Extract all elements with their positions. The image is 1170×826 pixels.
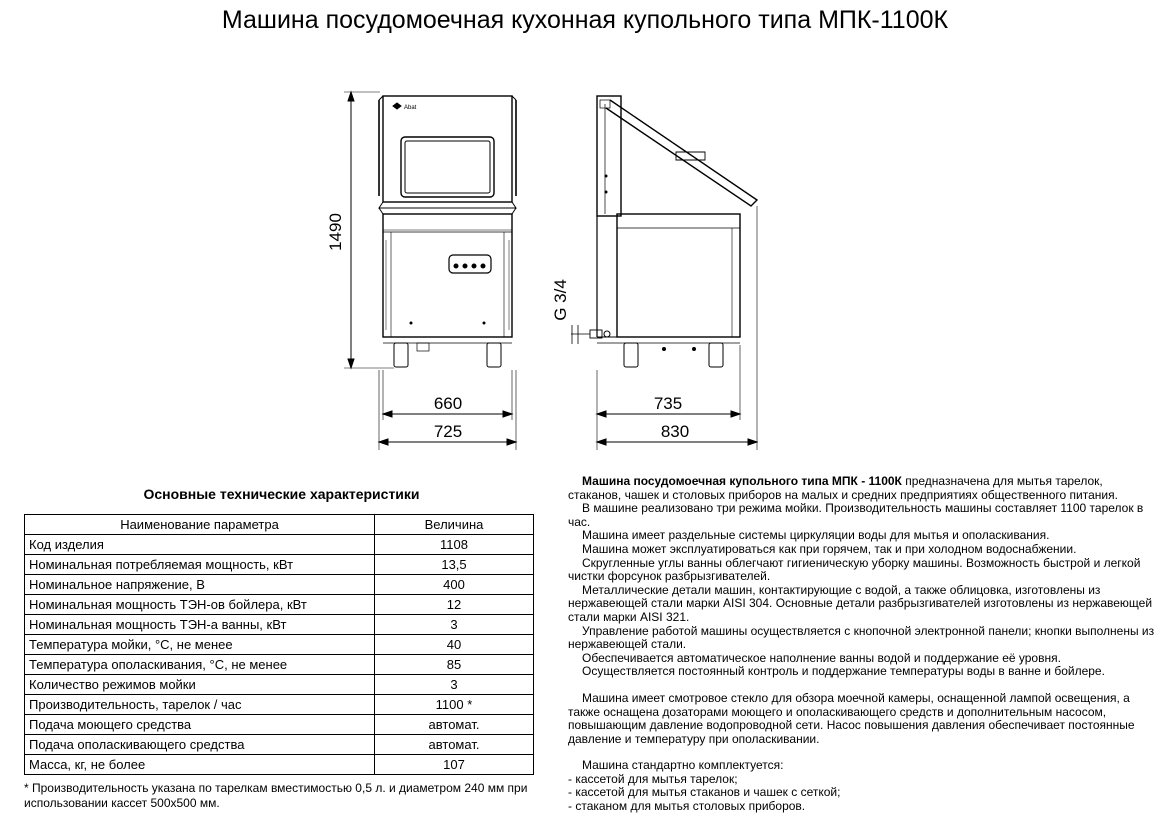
param-value: 13,5	[375, 555, 534, 575]
param-name: Температура мойки, °С, не менее	[25, 635, 375, 655]
dim-side-outer: 830	[660, 422, 690, 441]
param-name: Код изделия	[25, 535, 375, 555]
table-row	[25, 675, 534, 695]
param-value: 400	[375, 575, 534, 595]
param-value: 1108	[375, 535, 534, 555]
specs-footnote: * Производительность указана по тарелкам вместимостью 0,5 л. и диаметром 240 мм при использовании кассет 500х500 мм.	[24, 781, 528, 810]
front-view	[344, 92, 516, 450]
table-row	[25, 695, 534, 715]
description-paragraph: В машине реализовано три режима мойки. Производительность машины составляет 1100 тарелок в час.	[568, 501, 1144, 529]
param-name: Производительность, тарелок / час	[25, 695, 375, 715]
param-name: Масса, кг, не более	[25, 755, 375, 775]
description-lead-rest: предназначена для мытья тарелок, стаканов, чашек и столовых приборов на малых и средних предприятиях общественного питания.	[568, 474, 1118, 502]
foot-right	[487, 343, 501, 367]
table-row	[25, 755, 534, 775]
column-header-value: Величина	[375, 515, 534, 535]
table-row	[25, 615, 534, 635]
description-paragraph: Управление работой машины осуществляется с кнопочной электронной панели; кнопки выполнены из нержавеющей стали.	[568, 623, 1155, 652]
param-value: автомат.	[375, 735, 534, 755]
description-paragraph: Машина имеет смотровое стекло для обзора моечной камеры, оснащенной лампой освещения, а также оснащена дозаторами моющего и ополаскивающего средств и дополнительным насосом, повышающим давление водопроводной сети. Насос повышения давления обеспечивает постоянные давление и температуру при ополаскивании.	[568, 690, 1135, 746]
description-paragraph: Осуществляется постоянный контроль и поддержание температуры воды в ванне и бойлере.	[582, 664, 1105, 679]
table-row	[25, 595, 534, 615]
table-header-row	[25, 515, 534, 535]
column-header-param: Наименование параметра	[25, 515, 375, 535]
page-title: Машина посудомоечная кухонная купольного типа МПК-1100К	[221, 6, 949, 34]
body-outline	[383, 214, 512, 337]
connection-label: G 3/4	[551, 279, 570, 321]
table-row	[25, 655, 534, 675]
description-paragraph: Машина имеет раздельные системы циркуляции воды для мытья и ополаскивания.	[582, 528, 1050, 543]
dim-side-inner: 735	[653, 394, 683, 413]
table-row	[25, 715, 534, 735]
param-value: 85	[375, 655, 534, 675]
side-column	[597, 96, 621, 216]
param-value: 3	[375, 675, 534, 695]
param-value: автомат.	[375, 715, 534, 735]
table-row	[25, 735, 534, 755]
description-paragraph: Обеспечивается автоматическое наполнение ванны водой и поддержание её уровня.	[582, 650, 1061, 665]
specs-table	[24, 514, 534, 775]
specs-heading: Основные технические характеристики	[143, 486, 420, 502]
param-name: Номинальная потребляемая мощность, кВт	[25, 555, 375, 575]
param-name: Подача моющего средства	[25, 715, 375, 735]
hood-handle	[606, 100, 757, 206]
param-name: Номинальное напряжение, В	[25, 575, 375, 595]
table-row	[25, 635, 534, 655]
side-foot-left	[624, 343, 638, 367]
table-row	[25, 575, 534, 595]
description-lead-bold: Машина посудомоечная купольного типа МПК - 1100К	[582, 474, 902, 488]
description	[568, 475, 1158, 814]
equipment-list-item: - кассетой для мытья тарелок;	[568, 771, 738, 786]
param-name: Количество режимов мойки	[25, 675, 375, 695]
param-value: 12	[375, 595, 534, 615]
dim-front-outer: 725	[433, 422, 463, 441]
viewing-window	[401, 137, 494, 197]
description-paragraph: Металлические детали машин, контактирующие с водой, а также облицовка, изготовлены из нержавеющей стали марки AISI 304. Основные детали разбрызгивателей изготовлены из нержавеющей стали марки AISI 321.	[568, 582, 1153, 624]
logo-text: Abat	[404, 105, 417, 111]
foot-left	[394, 343, 408, 367]
equipment-list-item: - стаканом для мытья столовых приборов.	[568, 799, 806, 814]
hood-outline	[383, 96, 512, 202]
param-name: Температура ополаскивания, °С, не менее	[25, 655, 375, 675]
description-paragraph: Скругленные углы ванны облегчают гигиеническую уборку машины. Возможность быстрой и легкой чистки форсунок разбрызгивателей.	[568, 555, 1141, 584]
param-value: 40	[375, 635, 534, 655]
equipment-list-item: - кассетой для мытья стаканов и чашек с сеткой;	[568, 785, 841, 800]
param-value: 107	[375, 755, 534, 775]
dim-front-inner: 660	[433, 394, 463, 413]
param-value: 3	[375, 615, 534, 635]
description-paragraph: Машина может эксплуатироваться как при горячем, так и при холодном водоснабжении.	[582, 541, 1077, 556]
dim-height: 1490	[326, 213, 345, 251]
param-name: Номинальная мощность ТЭН-ов бойлера, кВт	[25, 595, 375, 615]
param-value: 1100 *	[375, 695, 534, 715]
param-name: Подача ополаскивающего средства	[25, 735, 375, 755]
param-name: Номинальная мощность ТЭН-а ванны, кВт	[25, 615, 375, 635]
equipment-heading: Машина стандартно комплектуется:	[582, 758, 784, 773]
side-foot-right	[709, 343, 723, 367]
table-row	[25, 555, 534, 575]
table-row	[25, 535, 534, 555]
side-body	[617, 214, 740, 337]
description-lead	[568, 475, 1158, 502]
logo-icon	[393, 103, 401, 109]
